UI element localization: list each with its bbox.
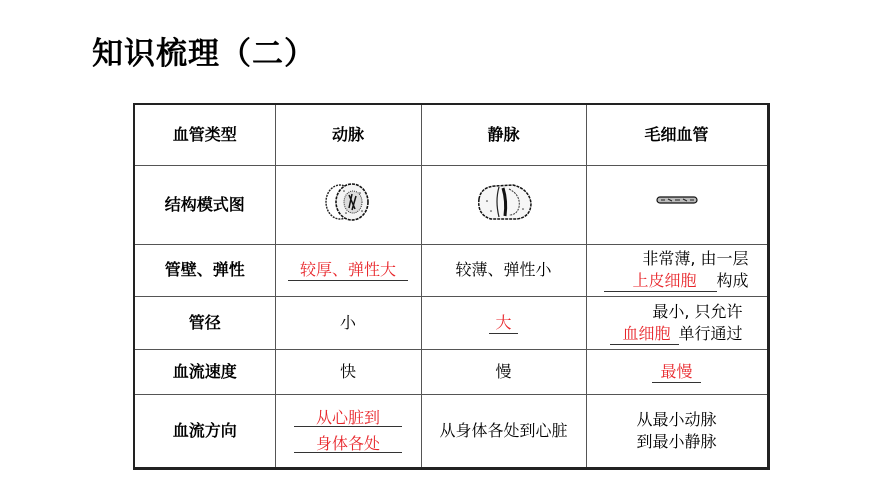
capillary-diameter-suffix: 单行通过 — [678, 323, 743, 343]
artery-direction-line1-wrap — [276, 407, 421, 429]
artery-direction-answer-line1: 从心脏到 — [294, 410, 402, 427]
capillary-wall-suffix: 构成 — [716, 271, 749, 290]
capillary-diagram-cell — [586, 165, 768, 244]
table-row-structure — [134, 165, 768, 244]
row-label-speed: 血流速度 — [134, 349, 275, 394]
artery-speed-cell: 快 — [275, 349, 421, 394]
capillary-diameter-line1: 最小, 只允许 — [652, 301, 743, 321]
row-label-wall: 管壁、弹性 — [134, 244, 275, 296]
header-vessel-type: 血管类型 — [134, 104, 275, 165]
vein-diameter-answer: 大 — [489, 313, 517, 334]
vein-diagram-cell — [421, 165, 586, 244]
capillary-direction-cell — [586, 394, 768, 468]
table-row-wall — [134, 244, 768, 296]
capillary-wall-line2 — [604, 270, 748, 292]
capillary-tube-icon — [656, 194, 698, 216]
artery-wall-answer: 较厚、弹性大 — [288, 260, 408, 281]
header-capillary: 毛细血管 — [586, 104, 768, 165]
capillary-diameter-line2 — [610, 323, 742, 345]
artery-wall-cell — [275, 244, 421, 296]
row-label-direction: 血流方向 — [134, 394, 275, 468]
capillary-diameter-text — [610, 301, 742, 345]
capillary-direction-line2: 到最小静脉 — [636, 431, 717, 451]
row-label-structure: 结构模式图 — [134, 165, 275, 244]
blood-vessel-comparison-table — [133, 103, 770, 470]
table-row-diameter — [134, 296, 768, 349]
row-label-diameter: 管径 — [134, 296, 275, 349]
vein-direction-cell: 从身体各处到心脏 — [421, 394, 586, 468]
capillary-direction-line1: 从最小动脉 — [636, 409, 717, 429]
header-vein: 静脉 — [421, 104, 586, 165]
artery-diagram-cell — [275, 165, 421, 244]
capillary-wall-line1: 非常薄, 由一层 — [642, 249, 749, 268]
capillary-speed-answer: 最慢 — [652, 362, 700, 383]
artery-cross-section-icon — [322, 181, 374, 229]
vein-cross-section-icon — [473, 181, 535, 229]
capillary-diameter-answer: 血细胞 — [610, 324, 678, 345]
table-header-row — [134, 104, 768, 165]
table-row-direction — [134, 394, 768, 468]
artery-direction-answer-line2: 身体各处 — [294, 436, 402, 453]
vein-diameter-cell — [421, 296, 586, 349]
artery-diameter-cell: 小 — [275, 296, 421, 349]
capillary-diameter-cell — [586, 296, 768, 349]
capillary-speed-cell — [586, 349, 768, 394]
page-title: 知识梳理（二） — [92, 36, 316, 72]
capillary-wall-answer: 上皮细胞 — [604, 271, 716, 292]
capillary-wall-cell — [586, 244, 768, 296]
capillary-wall-text — [604, 248, 748, 292]
vein-wall-cell: 较薄、弹性小 — [421, 244, 586, 296]
artery-direction-line2-wrap — [276, 433, 421, 455]
table-row-speed — [134, 349, 768, 394]
vein-speed-cell: 慢 — [421, 349, 586, 394]
artery-direction-cell — [275, 394, 421, 468]
header-artery: 动脉 — [275, 104, 421, 165]
